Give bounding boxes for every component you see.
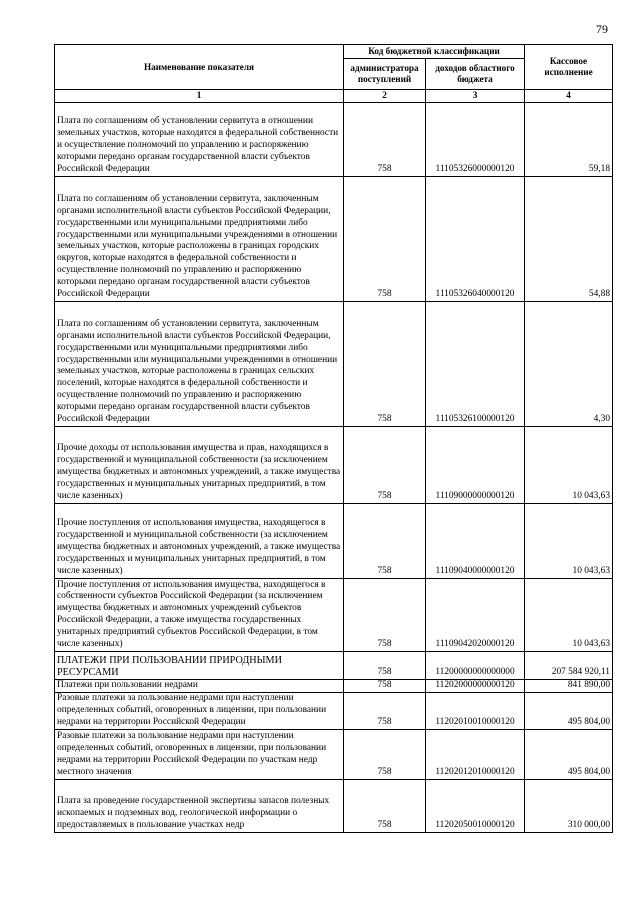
header-column-numbers: [55, 90, 613, 103]
row-name: Прочие поступления от использования имущества, находящегося в собственности субъектов Российской Федерации (за исключением имущества бюджетных и автономных учреждений субъектов Российской Федерации, а также имущества государственных унитарных предприятий субъектов Российской Федерации, в том числе казенных): [55, 579, 344, 652]
row-admin: 758: [344, 504, 426, 579]
header-cash-execution: Кассовое исполнение: [525, 45, 613, 90]
row-name: Плата за проведение государственной экспертизы запасов полезных ископаемых и подземных вод, геологической информации о предоставляемых в пользование участках недр: [57, 796, 330, 831]
row-amount: 310 000,00: [525, 780, 613, 833]
row-admin: 758: [344, 177, 426, 302]
table-row: [55, 427, 613, 504]
header-admin: администратора поступлений: [344, 59, 426, 90]
row-amount: 495 804,00: [525, 693, 613, 730]
row-name: Прочие поступления от использования имущества, находящегося в государственной и муниципальной собственности (за исключением имущества бюджетных и автономных учреждений, а также имущества государственных и муниципальных унитарных предприятий, в том числе казенных): [57, 518, 341, 577]
row-amount: 59,18: [525, 103, 613, 177]
row-admin: 758: [344, 730, 426, 780]
column-number: 1: [55, 90, 344, 103]
row-name: Плата по соглашениям об установлении сервитута в отношении земельных участков, которые находятся в федеральной собственности и осуществление полномочий по управлению и распоряжению которыми передано органам государственной власти субъектов Российской Федерации: [57, 116, 339, 175]
row-code: 11202000000000120: [426, 680, 525, 693]
row-amount: 10 043,63: [525, 504, 613, 579]
header-code-group: Код бюджетной классификации: [344, 45, 525, 59]
row-amount: 495 804,00: [525, 730, 613, 780]
budget-table: [54, 44, 613, 833]
row-amount: 10 043,63: [525, 579, 613, 652]
row-admin: 758: [344, 427, 426, 504]
table-row: [55, 652, 613, 680]
row-admin: 758: [344, 103, 426, 177]
column-number: 3: [426, 90, 525, 103]
row-code: 11105326040000120: [426, 177, 525, 302]
header-income: доходов областного бюджета: [426, 59, 525, 90]
page-number: 79: [596, 22, 608, 36]
table-row: [55, 177, 613, 302]
row-admin: 758: [344, 680, 426, 693]
row-code: 11202050010000120: [426, 780, 525, 833]
table-row: [55, 780, 613, 833]
row-name: Платежи при пользовании недрами: [55, 680, 344, 693]
row-code: 11109040000000120: [426, 504, 525, 579]
row-name: Плата по соглашениям об установлении сервитута, заключенным органами исполнительной власти субъектов Российской Федерации, государственными или муниципальными предприятиями либо государственными или муниципальными учреждениями в отношении земельных участков, которые расположены в границах городских округов, которые находятся в федеральной собственности и осуществление полномочий по управлению и распоряжению которыми передано органам государственной власти субъектов Российской Федерации: [57, 193, 338, 300]
row-code: 11105326000000120: [426, 103, 525, 177]
table-row: [55, 693, 613, 730]
row-amount: 4,30: [525, 302, 613, 427]
table-row: [55, 680, 613, 693]
row-admin: 758: [344, 693, 426, 730]
row-amount: 54,88: [525, 177, 613, 302]
row-name: Плата по соглашениям об установлении сервитута, заключенным органами исполнительной власти субъектов Российской Федерации, государственными или муниципальными предприятиями либо государственными или муниципальными учреждениями в отношении земельных участков, которые расположены в границах сельских поселений, которые находятся в федеральной собственности и осуществление полномочий по управлению и распоряжению которыми передано органам государственной власти субъектов Российской Федерации: [57, 318, 338, 425]
table-row: [55, 302, 613, 427]
row-name: Разовые платежи за пользование недрами при наступлении определенных событий, оговоренных в лицензии, при пользовании недрами на территории Российской Федерации: [55, 693, 344, 730]
row-code: 11109000000000120: [426, 427, 525, 504]
column-number: 4: [525, 90, 613, 103]
table-row: [55, 504, 613, 579]
table-row: [55, 103, 613, 177]
row-code: 11202010010000120: [426, 693, 525, 730]
row-admin: 758: [344, 780, 426, 833]
row-admin: 758: [344, 579, 426, 652]
row-admin: 758: [344, 652, 426, 680]
row-amount: 207 584 920,11: [525, 652, 613, 680]
row-code: 11105326100000120: [426, 302, 525, 427]
table-row: [55, 730, 613, 780]
header-indicator-name: Наименование показателя: [55, 45, 344, 90]
row-code: 11109042020000120: [426, 579, 525, 652]
row-amount: 10 043,63: [525, 427, 613, 504]
row-code: 11202012010000120: [426, 730, 525, 780]
row-code: 11200000000000000: [426, 652, 525, 680]
row-admin: 758: [344, 302, 426, 427]
row-name: ПЛАТЕЖИ ПРИ ПОЛЬЗОВАНИИ ПРИРОДНЫМИ РЕСУРСАМИ: [55, 652, 344, 680]
row-name: Прочие доходы от использования имущества и прав, находящихся в государственной и муниципальной собственности (за исключением имущества бюджетных и автономных учреждений, а также имущества государственных и муниципальных унитарных предприятий, в том числе казенных): [57, 443, 341, 502]
table-row: [55, 579, 613, 652]
row-name: Разовые платежи за пользование недрами при наступлении определенных событий, оговоренных в лицензии, при пользовании недрами на территории Российской Федерации по участкам недр местного значения: [55, 730, 344, 780]
row-amount: 841 890,00: [525, 680, 613, 693]
column-number: 2: [344, 90, 426, 103]
